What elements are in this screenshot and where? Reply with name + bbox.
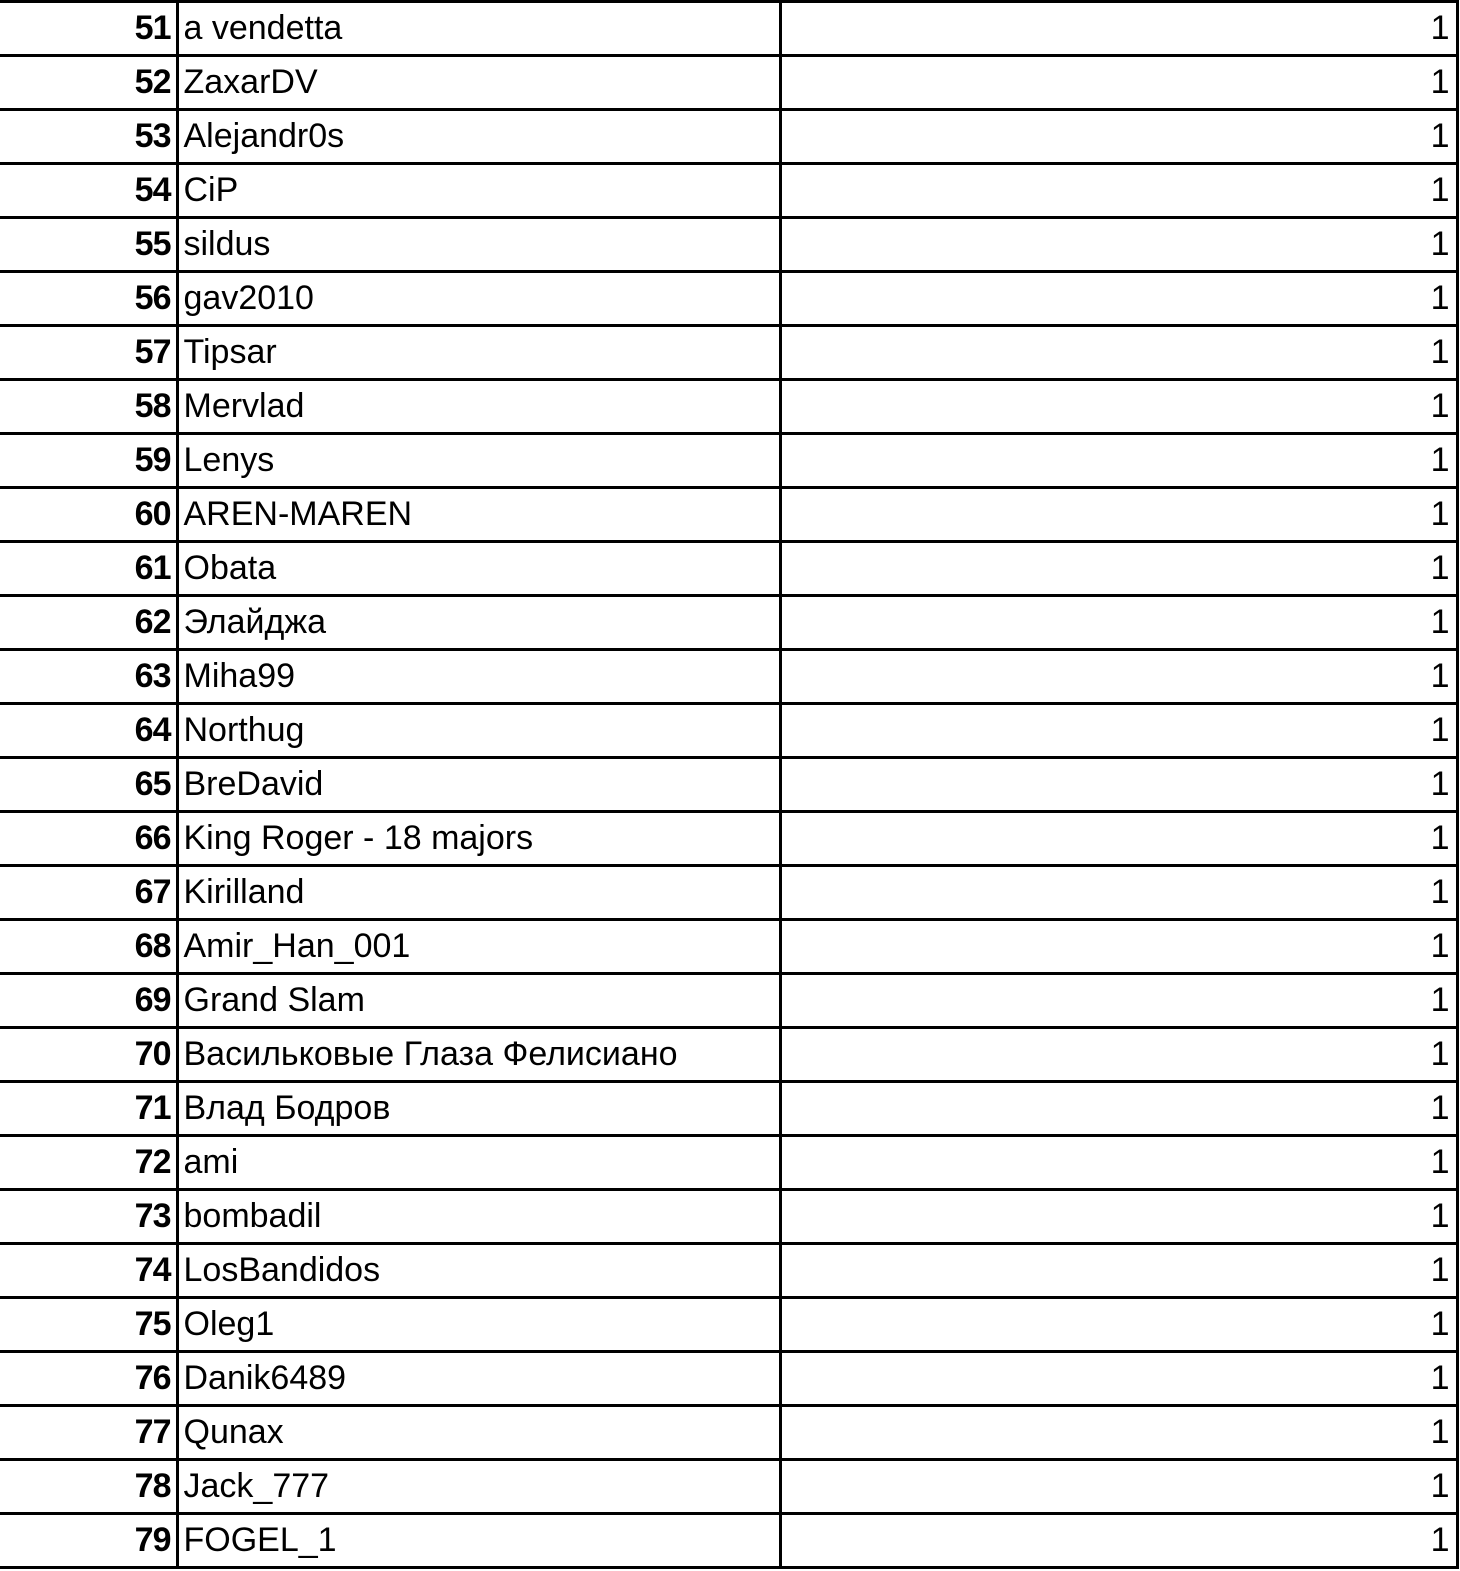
table-row bbox=[0, 1190, 1457, 1244]
rank-cell[interactable]: 63 bbox=[0, 650, 177, 704]
name-cell[interactable]: Kirilland bbox=[177, 866, 780, 920]
score-cell[interactable]: 1 bbox=[780, 1136, 1457, 1190]
rank-cell[interactable]: 57 bbox=[0, 326, 177, 380]
score-cell[interactable]: 1 bbox=[780, 542, 1457, 596]
score-cell[interactable]: 1 bbox=[780, 56, 1457, 110]
score-cell[interactable]: 1 bbox=[780, 110, 1457, 164]
name-cell[interactable]: LosBandidos bbox=[177, 1244, 780, 1298]
table-row bbox=[0, 1406, 1457, 1460]
score-cell[interactable]: 1 bbox=[780, 1460, 1457, 1514]
score-cell[interactable]: 1 bbox=[780, 812, 1457, 866]
table-row bbox=[0, 866, 1457, 920]
name-cell[interactable]: ZaxarDV bbox=[177, 56, 780, 110]
table-row bbox=[0, 1028, 1457, 1082]
rank-cell[interactable]: 67 bbox=[0, 866, 177, 920]
name-cell[interactable]: bombadil bbox=[177, 1190, 780, 1244]
rank-cell[interactable]: 61 bbox=[0, 542, 177, 596]
score-cell[interactable]: 1 bbox=[780, 2, 1457, 56]
table-row bbox=[0, 758, 1457, 812]
table-row bbox=[0, 218, 1457, 272]
rank-cell[interactable]: 65 bbox=[0, 758, 177, 812]
rank-cell[interactable]: 56 bbox=[0, 272, 177, 326]
table-row bbox=[0, 1244, 1457, 1298]
rank-cell[interactable]: 53 bbox=[0, 110, 177, 164]
rank-cell[interactable]: 71 bbox=[0, 1082, 177, 1136]
table-row bbox=[0, 1352, 1457, 1406]
rank-cell[interactable]: 62 bbox=[0, 596, 177, 650]
rank-cell[interactable]: 51 bbox=[0, 2, 177, 56]
rank-cell[interactable]: 55 bbox=[0, 218, 177, 272]
table-row bbox=[0, 56, 1457, 110]
rank-cell[interactable]: 60 bbox=[0, 488, 177, 542]
score-cell[interactable]: 1 bbox=[780, 596, 1457, 650]
name-cell[interactable]: gav2010 bbox=[177, 272, 780, 326]
name-cell[interactable]: Grand Slam bbox=[177, 974, 780, 1028]
table-row bbox=[0, 164, 1457, 218]
rank-cell[interactable]: 77 bbox=[0, 1406, 177, 1460]
rank-cell[interactable]: 76 bbox=[0, 1352, 177, 1406]
rank-cell[interactable]: 70 bbox=[0, 1028, 177, 1082]
name-cell[interactable]: BreDavid bbox=[177, 758, 780, 812]
name-cell[interactable]: Mervlad bbox=[177, 380, 780, 434]
rank-cell[interactable]: 52 bbox=[0, 56, 177, 110]
table-row bbox=[0, 326, 1457, 380]
name-cell[interactable]: Элайджа bbox=[177, 596, 780, 650]
score-cell[interactable]: 1 bbox=[780, 272, 1457, 326]
table-row bbox=[0, 488, 1457, 542]
name-cell[interactable]: Влад Бодров bbox=[177, 1082, 780, 1136]
name-cell[interactable]: Tipsar bbox=[177, 326, 780, 380]
table-row bbox=[0, 812, 1457, 866]
rank-cell[interactable]: 79 bbox=[0, 1514, 177, 1568]
score-cell[interactable]: 1 bbox=[780, 1028, 1457, 1082]
rank-cell[interactable]: 64 bbox=[0, 704, 177, 758]
name-cell[interactable]: Васильковые Глаза Фелисиано bbox=[177, 1028, 780, 1082]
score-cell[interactable]: 1 bbox=[780, 920, 1457, 974]
table-row bbox=[0, 1136, 1457, 1190]
name-cell[interactable]: Miha99 bbox=[177, 650, 780, 704]
score-cell[interactable]: 1 bbox=[780, 218, 1457, 272]
rank-cell[interactable]: 58 bbox=[0, 380, 177, 434]
rank-cell[interactable]: 74 bbox=[0, 1244, 177, 1298]
table-row bbox=[0, 2, 1457, 56]
score-cell[interactable]: 1 bbox=[780, 866, 1457, 920]
rank-cell[interactable]: 72 bbox=[0, 1136, 177, 1190]
score-cell[interactable]: 1 bbox=[780, 974, 1457, 1028]
score-cell[interactable]: 1 bbox=[780, 1190, 1457, 1244]
ranking-table-body bbox=[0, 2, 1457, 1568]
rank-cell[interactable]: 75 bbox=[0, 1298, 177, 1352]
score-cell[interactable]: 1 bbox=[780, 1352, 1457, 1406]
table-row bbox=[0, 110, 1457, 164]
score-cell[interactable]: 1 bbox=[780, 1298, 1457, 1352]
score-cell[interactable]: 1 bbox=[780, 1244, 1457, 1298]
table-row bbox=[0, 920, 1457, 974]
table-row bbox=[0, 434, 1457, 488]
rank-cell[interactable]: 68 bbox=[0, 920, 177, 974]
table-row bbox=[0, 542, 1457, 596]
name-cell[interactable]: CiP bbox=[177, 164, 780, 218]
table-row bbox=[0, 1514, 1457, 1568]
score-cell[interactable]: 1 bbox=[780, 1082, 1457, 1136]
table-row bbox=[0, 1082, 1457, 1136]
name-cell[interactable]: Jack_777 bbox=[177, 1460, 780, 1514]
score-cell[interactable]: 1 bbox=[780, 488, 1457, 542]
table-row bbox=[0, 650, 1457, 704]
score-cell[interactable]: 1 bbox=[780, 704, 1457, 758]
table-row bbox=[0, 1460, 1457, 1514]
name-cell[interactable]: Qunax bbox=[177, 1406, 780, 1460]
name-cell[interactable]: ami bbox=[177, 1136, 780, 1190]
score-cell[interactable]: 1 bbox=[780, 1406, 1457, 1460]
table-row bbox=[0, 380, 1457, 434]
name-cell[interactable]: Lenys bbox=[177, 434, 780, 488]
name-cell[interactable]: AREN-MAREN bbox=[177, 488, 780, 542]
table-row bbox=[0, 596, 1457, 650]
score-cell[interactable]: 1 bbox=[780, 326, 1457, 380]
name-cell[interactable]: King Roger - 18 majors bbox=[177, 812, 780, 866]
name-cell[interactable]: FOGEL_1 bbox=[177, 1514, 780, 1568]
score-cell[interactable]: 1 bbox=[780, 164, 1457, 218]
score-cell[interactable]: 1 bbox=[780, 1514, 1457, 1568]
rank-cell[interactable]: 78 bbox=[0, 1460, 177, 1514]
name-cell[interactable]: Oleg1 bbox=[177, 1298, 780, 1352]
score-cell[interactable]: 1 bbox=[780, 650, 1457, 704]
name-cell[interactable]: Northug bbox=[177, 704, 780, 758]
table-row bbox=[0, 272, 1457, 326]
name-cell[interactable]: a vendetta bbox=[177, 2, 780, 56]
score-cell[interactable]: 1 bbox=[780, 380, 1457, 434]
rank-cell[interactable]: 54 bbox=[0, 164, 177, 218]
rank-cell[interactable]: 66 bbox=[0, 812, 177, 866]
table-row bbox=[0, 704, 1457, 758]
score-cell[interactable]: 1 bbox=[780, 434, 1457, 488]
score-cell[interactable]: 1 bbox=[780, 758, 1457, 812]
name-cell[interactable]: Danik6489 bbox=[177, 1352, 780, 1406]
name-cell[interactable]: sildus bbox=[177, 218, 780, 272]
rank-cell[interactable]: 59 bbox=[0, 434, 177, 488]
table-row bbox=[0, 1298, 1457, 1352]
name-cell[interactable]: Alejandr0s bbox=[177, 110, 780, 164]
rank-cell[interactable]: 73 bbox=[0, 1190, 177, 1244]
rank-cell[interactable]: 69 bbox=[0, 974, 177, 1028]
table-row bbox=[0, 974, 1457, 1028]
name-cell[interactable]: Obata bbox=[177, 542, 780, 596]
name-cell[interactable]: Amir_Han_001 bbox=[177, 920, 780, 974]
